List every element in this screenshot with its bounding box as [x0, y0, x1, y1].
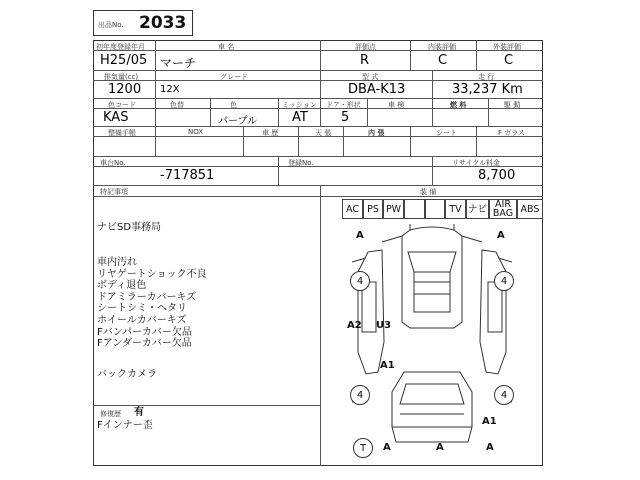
equipment-header: 装 備: [420, 188, 437, 196]
roof: [414, 272, 450, 312]
remarks-header: 特記事項: [100, 188, 128, 196]
tire-rear-right: 4: [494, 385, 514, 405]
displacement-value: 1200: [108, 82, 142, 97]
exterior-grade-label: 外装評価: [493, 43, 521, 51]
recycle-fee-label: リサイクル料金: [452, 159, 501, 167]
color-change-label: 色替: [170, 101, 184, 109]
mission-label: ミッション: [282, 101, 317, 109]
inspection-label: 車 検: [388, 101, 405, 109]
exterior-grade-value: C: [504, 53, 514, 68]
mileage-label: 走 行: [478, 73, 495, 81]
rear-bumper: [392, 427, 472, 442]
equip-ac: AC: [342, 199, 363, 219]
mark-front-right: A: [497, 230, 505, 241]
score-label: 評価点: [355, 43, 376, 51]
car-name-value: マーチ: [160, 56, 197, 70]
mileage-value: 33,237 Km: [452, 82, 523, 97]
windshield: [408, 252, 456, 272]
tire-rear-left: 4: [350, 385, 370, 405]
car-body-diagram: [322, 222, 542, 466]
tire-front-right: 4: [494, 271, 514, 291]
mark-rear-left: A: [383, 442, 391, 453]
equip-blank-2: [425, 199, 445, 219]
score-value: R: [360, 53, 370, 68]
model-label: 型 式: [362, 73, 379, 81]
chassis-no-label: 車台No.: [100, 159, 126, 167]
mission-value: AT: [292, 110, 308, 125]
mark-bottom-2: A: [486, 442, 494, 453]
lot-number-value: 2033: [139, 13, 187, 33]
mark-left-side: A2: [347, 320, 362, 331]
body-outline-top: [402, 227, 462, 328]
lot-number-label: 出品No.: [98, 21, 124, 29]
equip-blank-1: [404, 199, 425, 219]
displacement-label: 排気量(cc): [104, 73, 139, 81]
car-name-label: 車 名: [218, 43, 235, 51]
reg-date-label: 初年度登録年月: [96, 43, 145, 51]
tire-front-left: 4: [350, 271, 370, 291]
spare-tire: T: [353, 438, 373, 458]
remarks-line-navi: ナビSD事務局: [97, 222, 162, 233]
model-value: DBA-K13: [348, 82, 406, 97]
door-shape-label: ドア・形状: [326, 101, 361, 109]
maintenance-book-label: 整備手帳: [108, 129, 136, 137]
chassis-no-value: -717851: [160, 168, 215, 183]
drive-label: 駆 動: [504, 101, 521, 109]
headliner-label: 天 張: [315, 129, 332, 137]
mark-front-left: A: [356, 230, 364, 241]
equip-airbag: AIR BAG: [489, 199, 517, 219]
lot-number-box: [93, 10, 193, 36]
interior-grade-value: C: [438, 53, 448, 68]
color-code-label: 色コード: [108, 101, 136, 109]
mark-bottom-1: A: [436, 442, 444, 453]
history-label: 車 歴: [262, 129, 279, 137]
equip-abs: ABS: [517, 199, 543, 219]
fuel-label: 燃 料: [450, 101, 467, 109]
color-value: パープル: [218, 116, 258, 127]
color-code-value: KAS: [103, 110, 129, 125]
reg-date-value: H25/05: [100, 53, 148, 68]
mark-door: A1: [380, 360, 395, 371]
grade-label: グレード: [220, 73, 248, 81]
mark-rear-right: A1: [482, 416, 497, 427]
color-label: 色: [230, 101, 237, 109]
grade-value: 12X: [160, 84, 180, 95]
mark-center: U3: [376, 320, 392, 331]
interior-grade-label: 内装評価: [428, 43, 456, 51]
seat-label: シート: [436, 129, 457, 137]
repair-history-label: 修復歴: [100, 410, 121, 418]
equip-pw: PW: [383, 199, 404, 219]
rear-outline: [392, 372, 472, 427]
registration-no-label: 登録No.: [288, 159, 314, 167]
front-glass-label: F ガラス: [498, 129, 526, 137]
repair-note: Fインナー歪: [97, 420, 153, 431]
remarks-camera: バックカメラ: [97, 369, 157, 380]
repair-history-value: 有: [134, 407, 144, 418]
remarks-block: 車内汚れ リヤゲートショック不良 ボディ退色 ドアミラーカバーキズ シートシミ・ヘタリ ホイールカバーキズ Fバンパーカバー欠品 Fアンダーカバー欠品: [97, 257, 207, 350]
nox-label: NOX: [188, 128, 204, 136]
equip-tv: TV: [445, 199, 466, 219]
recycle-fee-value: 8,700: [478, 168, 516, 183]
equip-ps: PS: [363, 199, 383, 219]
interior-trim-label: 内 張: [368, 129, 385, 137]
door-shape-value: 5: [341, 110, 350, 125]
equip-navi: ナビ: [466, 199, 489, 219]
